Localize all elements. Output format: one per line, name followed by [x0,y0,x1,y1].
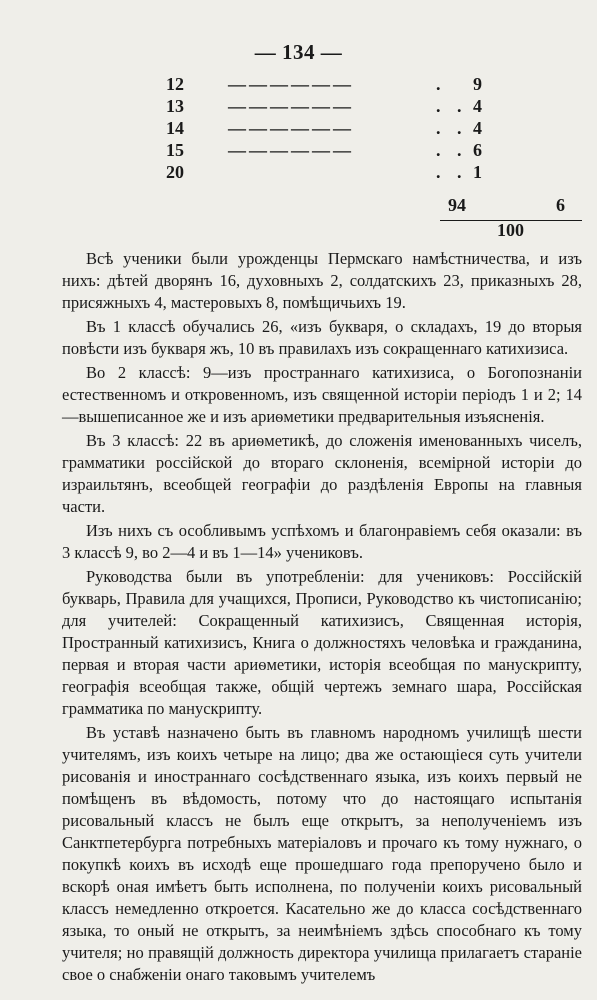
paragraph: Руководства были въ употребленіи: для учениковъ: Россійскій букварь, Правила для учащихся, Прописи, Руководство къ чистописанію; для учителей: Сокращенный катихизисъ, Священная исторія, Пространный катихизисъ, Книга о должностяхъ человѣка и гражданина, первая и вторая части ариѳметики, исторія всеобщая по манускрипту, географія всеобщая также, общій чертежъ земнаго шара, Россійская грамматика по манускрипту. [62,567,582,718]
row-dots: . . [436,140,468,160]
row-dashes: —————— [228,96,354,116]
total-left: 94 [448,195,466,215]
row-number: 14 [166,118,184,138]
row-dots: . . [436,118,468,138]
table-row [166,140,586,162]
table-row [166,118,586,140]
row-value: 6 [473,140,482,160]
paragraph: Всѣ ученики были урожденцы Пермскаго намѣстничества, и изъ нихъ: дѣтей дворянъ 16, духовныхъ 2, солдатскихъ 23, приказныхъ 28, присяжныхъ 4, мастеровыхъ 8, помѣщичьихъ 19. [62,249,582,312]
row-number: 12 [166,74,184,94]
row-value: 4 [473,96,482,116]
row-dots: . . [436,162,468,182]
row-number: 13 [166,96,184,116]
row-value: 4 [473,118,482,138]
row-dashes: —————— [228,118,354,138]
student-count-table [166,74,586,184]
row-dashes: —————— [228,74,354,94]
paragraph: Въ 1 классѣ обучались 26, «изъ букваря, о складахъ, 19 до вторыя повѣсти изъ букваря жъ, 10 въ правилахъ изъ сокращеннаго катихизиса. [62,317,582,358]
paragraph: Во 2 классѣ: 9—изъ пространнаго катихизиса, о Богопознаніи естественномъ и откровенномъ, изъ священной исторіи періодъ 1 и 2; 14—вышеписанное же и изъ ариѳметики предварительныя изъясненія. [62,363,582,426]
page-number: — 134 — [254,40,343,64]
table-row [166,74,586,96]
table-row [166,162,586,184]
paragraph: Въ уставѣ назначено быть въ главномъ народномъ училищѣ шести учителямъ, изъ коихъ четыре на лицо; два же остающіеся суть учители рисованія и иностраннаго сосѣдственнаго языка, изъ коихъ первый не помѣщенъ въ вѣдомость, потому что до настоящаго испытанія рисовальный классъ не былъ еще открытъ, за неполученіемъ изъ Санктпетербурга потребныхъ матеріаловъ и прочаго къ тому нужнаго, о покупкѣ коихъ въ исходѣ еще прошедшаго года препоручено было и вскорѣ оная имѣетъ быть исполнена, по полученіи коихъ рисовальный классъ немедленно откроется. Касательно же до класса сосѣдственнаго языка, то оный не открытъ, за неимѣніемъ здѣсь способнаго къ тому учителя; но правящій должность директора училища прилагаетъ стараніе свое о снабженіи онаго таковымъ учителемъ [62,723,582,984]
row-number: 20 [166,162,184,182]
total-right: 6 [556,195,565,215]
table-row [166,96,586,118]
paragraph: Изъ нихъ съ особливымъ успѣхомъ и благонравіемъ себя оказали: въ 3 классѣ 9, во 2—4 и въ 1—14» учениковъ. [62,521,582,562]
row-value: 9 [473,74,482,94]
row-number: 15 [166,140,184,160]
body-text [62,248,582,988]
row-dashes: —————— [228,140,354,160]
table-totals [440,195,590,243]
paragraph: Въ 3 классѣ: 22 въ ариѳметикѣ, до сложенія именованныхъ чиселъ, грамматики россійской до втораго склоненія, всемірной исторіи до израильтянъ, всеобщей географіи до раздѣленія Европы на главныя части. [62,431,582,516]
row-dots: . . [436,96,468,116]
grand-total: 100 [497,220,524,240]
row-dots: . [436,74,447,94]
row-value: 1 [473,162,482,182]
